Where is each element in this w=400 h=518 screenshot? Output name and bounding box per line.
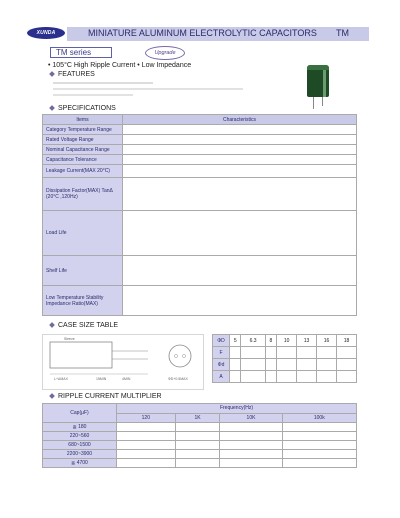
row-label: Dissipation Factor(MAX) TanΔ (20°C ,120Hz): [43, 178, 123, 211]
row-label: ΦD: [213, 335, 230, 347]
case-size-title: CASE SIZE TABLE: [58, 322, 119, 329]
frequency-header: Frequency(Hz): [117, 404, 357, 414]
items-header: Items: [43, 115, 123, 125]
series-code: TM: [336, 28, 349, 38]
table-row: [43, 145, 357, 155]
table-row: [43, 211, 357, 256]
dim-label: ΦD+0.5MAX: [168, 377, 188, 381]
case-size-table: [212, 334, 357, 383]
series-label: TM series: [50, 47, 112, 58]
row-label: A: [213, 371, 230, 383]
freq-cell: 10K: [220, 413, 282, 423]
row-value: [123, 165, 357, 178]
capacitor-stripe: [323, 70, 326, 97]
cap-range: ≦ 180: [43, 423, 117, 432]
table-row: [43, 178, 357, 211]
diameter-cell: 6.3: [241, 335, 265, 347]
row-value: [123, 155, 357, 165]
row-label: Nominal Capacitance Range: [43, 145, 123, 155]
dim-label: 15MIN: [96, 377, 107, 381]
table-row: [43, 441, 357, 450]
characteristics-header: Characteristics: [123, 115, 357, 125]
dim-label: 4MIN: [122, 377, 131, 381]
brand-name: XUNDA: [36, 30, 56, 36]
table-row: [213, 359, 357, 371]
table-row: [43, 423, 357, 432]
diamond-bullet-icon: [49, 322, 55, 328]
row-value: [123, 135, 357, 145]
row-label: Low Temperature Stability Impedance Ratio(MAX): [43, 286, 123, 316]
case-drawing: [42, 334, 204, 390]
freq-cell: 1K: [175, 413, 220, 423]
table-row: [43, 165, 357, 178]
sleeve-label: Sleeve: [64, 337, 75, 341]
tagline: • 105°C High Ripple Current • Low Impedance: [48, 62, 192, 69]
cap-header: Cap(μF): [43, 404, 117, 423]
table-row: [213, 371, 357, 383]
row-label: Φd: [213, 359, 230, 371]
feature-line-1: [53, 82, 153, 84]
diameter-cell: 10: [277, 335, 297, 347]
diameter-cell: 8: [265, 335, 276, 347]
case-size-heading: [50, 322, 118, 329]
table-row: [43, 286, 357, 316]
table-header-row: [43, 404, 357, 414]
row-value: [123, 211, 357, 256]
row-label: Shelf Life: [43, 256, 123, 286]
upgrade-badge: Upgrade: [145, 46, 185, 60]
ripple-table: [42, 403, 357, 468]
table-row: [43, 155, 357, 165]
cap-range: 220~560: [43, 432, 117, 441]
specifications-heading: [50, 105, 116, 112]
row-label: Load Life: [43, 211, 123, 256]
cap-range: 680~1500: [43, 441, 117, 450]
freq-cell: 100k: [282, 413, 356, 423]
table-row: [43, 125, 357, 135]
feature-line-3: [53, 94, 133, 96]
dim-label: L+ΔMAX: [54, 377, 68, 381]
diameter-cell: 18: [337, 335, 357, 347]
row-label: F: [213, 347, 230, 359]
row-value: [123, 125, 357, 135]
ripple-title: RIPPLE CURRENT MULTIPLIER: [58, 393, 162, 400]
capacitor-lead: [322, 97, 323, 106]
cap-range: 2200~3900: [43, 450, 117, 459]
row-label: Leakage Current(MAX 20°C): [43, 165, 123, 178]
ripple-heading: [50, 393, 162, 400]
diamond-bullet-icon: [49, 71, 55, 77]
specifications-table: [42, 114, 357, 316]
table-row: [43, 256, 357, 286]
freq-cell: 120: [117, 413, 176, 423]
row-label: Capacitance Tolerance: [43, 155, 123, 165]
table-row: [213, 347, 357, 359]
diamond-bullet-icon: [49, 393, 55, 399]
row-value: [123, 286, 357, 316]
table-row: [213, 335, 357, 347]
specifications-title: SPECIFICATIONS: [58, 105, 116, 112]
table-row: [43, 450, 357, 459]
row-label: Rated Voltage Range: [43, 135, 123, 145]
table-row: [43, 432, 357, 441]
brand-logo: [27, 27, 65, 39]
features-heading: [50, 71, 95, 78]
table-header-row: [43, 115, 357, 125]
feature-line-2: [53, 88, 243, 90]
table-row: [43, 135, 357, 145]
diameter-cell: 13: [297, 335, 317, 347]
capacitor-lead: [313, 97, 314, 109]
diamond-bullet-icon: [49, 105, 55, 111]
page-title: MINIATURE ALUMINUM ELECTROLYTIC CAPACITORS: [88, 28, 317, 38]
row-value: [123, 256, 357, 286]
table-row: [43, 459, 357, 468]
row-value: [123, 178, 357, 211]
diameter-cell: 16: [317, 335, 337, 347]
row-label: Category Temperature Range: [43, 125, 123, 135]
row-value: [123, 145, 357, 155]
cap-range: ≧ 4700: [43, 459, 117, 468]
features-title: FEATURES: [58, 71, 95, 78]
diameter-cell: 5: [230, 335, 241, 347]
